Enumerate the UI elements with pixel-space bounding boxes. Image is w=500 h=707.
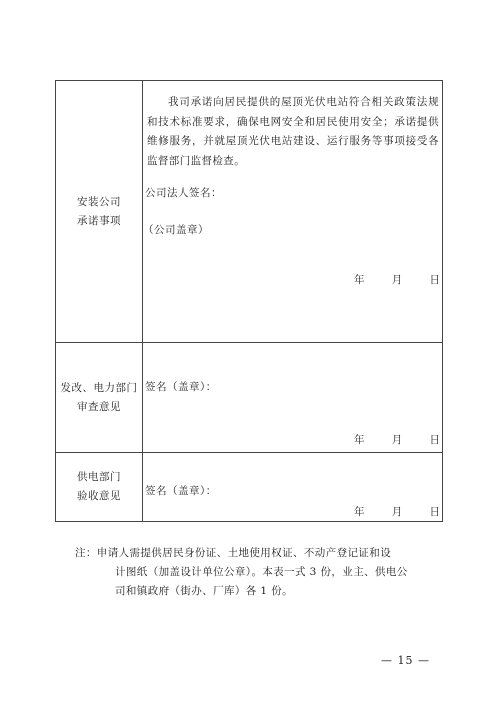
review-signature-label: 签名（盖章）：	[145, 381, 217, 393]
install-commitment-label	[56, 81, 143, 343]
date-year: 年	[354, 274, 365, 286]
acceptance-opinion-row	[56, 453, 443, 522]
label-line: 安装公司	[77, 195, 121, 208]
commitment-paragraph: 我司承诺向居民提供的屋顶光伏电站符合相关政策法规和技术标准要求，确保电网安全和居民使用安全；承诺提供维修服务，并就屋顶光伏电站建设、运行服务等事项接受各监督部门监督检查。	[147, 96, 439, 167]
date-year: 年	[354, 434, 365, 446]
label-line: 供电部门	[77, 471, 121, 483]
date-month: 月	[391, 434, 403, 446]
date-day: 日	[429, 274, 440, 286]
date-year: 年	[354, 506, 365, 518]
footnote	[75, 544, 435, 601]
review-opinion-content	[143, 343, 443, 453]
page-number: — 15 —	[381, 654, 430, 667]
date-line	[354, 504, 440, 519]
date-month: 月	[391, 506, 403, 518]
review-opinion-label	[56, 343, 143, 453]
date-line	[354, 272, 440, 287]
company-seal-label: （公司盖章）	[143, 224, 209, 236]
install-commitment-row	[56, 81, 443, 343]
review-opinion-row	[56, 343, 443, 453]
application-form-table	[55, 80, 443, 522]
label-line: 承诺事项	[77, 214, 121, 227]
acceptance-signature-label: 签名（盖章）：	[145, 485, 217, 497]
note-line: 司和镇政府（街办、厂库）各 1 份。	[115, 585, 294, 597]
install-commitment-content	[143, 81, 443, 343]
acceptance-opinion-label	[56, 453, 143, 522]
note-line: 计图纸（加盖设计单位公章）。本表一式 3 份，业主、供电公	[115, 566, 408, 578]
date-day: 日	[429, 506, 440, 518]
label-line: 审查意见	[77, 400, 121, 413]
date-line	[354, 432, 440, 447]
label-line: 发改、电力部门	[60, 381, 138, 394]
date-month: 月	[391, 274, 403, 286]
acceptance-opinion-content	[143, 453, 443, 522]
label-line: 验收意见	[77, 490, 121, 502]
legal-rep-signature-label: 公司法人签名：	[145, 187, 222, 199]
note-line: 注：申请人需提供居民身份证、土地使用权证、不动产登记证和设	[75, 547, 392, 559]
date-day: 日	[429, 434, 440, 446]
